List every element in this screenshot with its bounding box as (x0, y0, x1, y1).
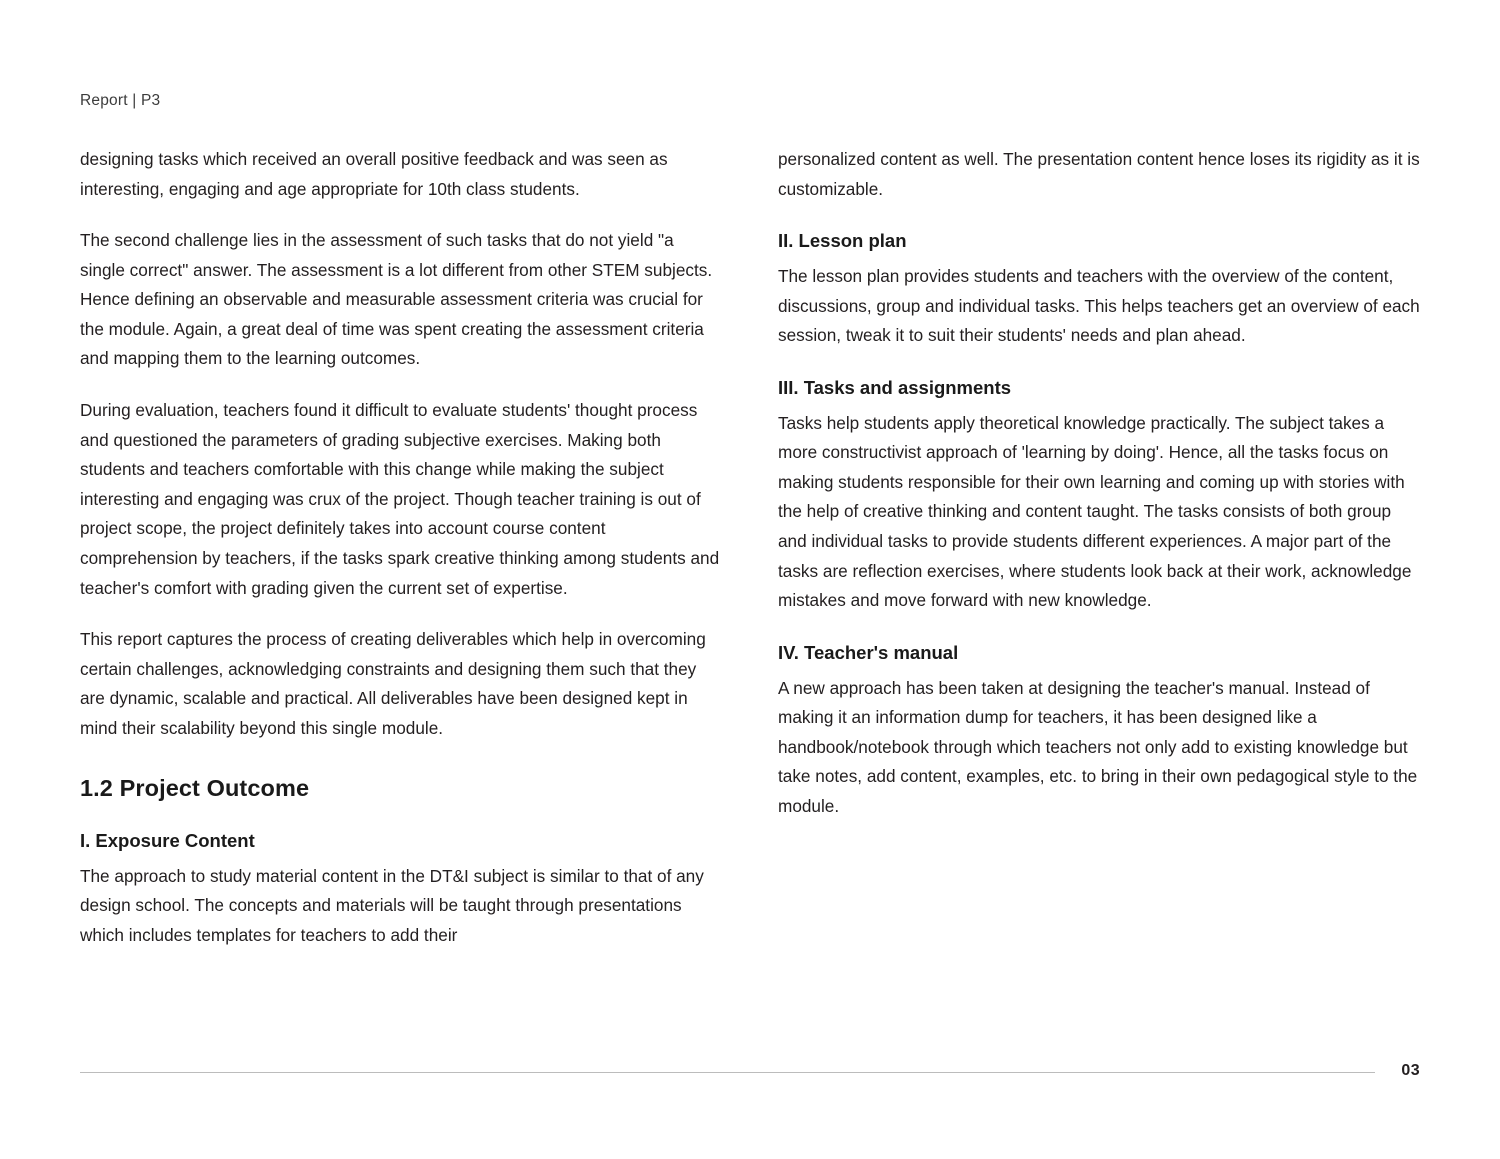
page-number: 03 (1401, 1062, 1420, 1079)
footer-divider (80, 1072, 1375, 1073)
paragraph: The second challenge lies in the assessment of such tasks that do not yield "a single correct" answer. The assessment is a lot different from other STEM subjects. Hence defining an observable and measurable assessment criteria was crucial for the module. Again, a great deal of time was spent creating the assessment criteria and mapping them to the learning outcomes. (80, 230, 713, 369)
page-body (80, 145, 1420, 951)
subsection-body-wrapper (80, 862, 722, 951)
paragraph: Tasks help students apply theoretical knowledge practically. The subject takes a more constructivist approach of 'learning by doing'. Hence, all the tasks focus on making students responsible for their own learning and coming up with stories with the help of creative thinking and content taught. The tasks consists of both group and individual tasks to provide students different experiences. A major part of the tasks are reflection exercises, where students look back at their work, acknowledge mistakes and move forward with new knowledge. (778, 412, 1412, 611)
subsection-heading-tasks-and-assignments: III. Tasks and assignments (778, 376, 1012, 398)
paragraph: The lesson plan provides students and teachers with the overview of the content, discussions, group and individual tasks. This helps teachers get an overview of each session, tweak it to suit their students' needs and plan ahead. (778, 266, 1420, 346)
paragraph: During evaluation, teachers found it difficult to evaluate students' thought process and questioned the parameters of grading subjective exercises. Making both students and teachers comfortable with this change while making the subject interesting and engaging was crux of the project. Though teacher training is out of project scope, the project definitely takes into account course content comprehension by teachers, if the tasks spark creative thinking among students and teacher's comfort with grading given the current set of expertise. (80, 400, 720, 598)
paragraph-continued: personalized content as well. The presentation content hence loses its rigidity as it is customizable. (778, 149, 1420, 199)
paragraph: This report captures the process of creating deliverables which help in overcoming certain challenges, acknowledging constraints and designing them such that they are dynamic, scalable and practical. All deliverables have been designed kept in mind their scalability beyond this single module. (80, 629, 706, 738)
right-column (778, 145, 1420, 951)
paragraph: A new approach has been taken at designing the teacher's manual. Instead of making it an information dump for teachers, it has been designed like a handbook/notebook through which teachers not only add to existing knowledge but take notes, add content, examples, etc. to bring in their own pedagogical style to the module. (778, 677, 1418, 816)
subsection-heading-teachers-manual: IV. Teacher's manual (778, 641, 959, 663)
paragraph: The approach to study material content in the DT&I subject is similar to that of any design school. The concepts and materials will be taught through presentations which includes templates for teachers to add their (80, 865, 704, 945)
subsection-heading-exposure-content: I. Exposure Content (80, 829, 255, 851)
section-heading-project-outcome: 1.2 Project Outcome (80, 775, 310, 802)
page-header: Report | P3 (80, 92, 161, 109)
subsection-heading-lesson-plan: II. Lesson plan (778, 230, 907, 252)
paragraph: designing tasks which received an overall positive feedback and was seen as interesting, engaging and age appropriate for 10th class students. (80, 149, 668, 199)
left-column (80, 145, 722, 951)
